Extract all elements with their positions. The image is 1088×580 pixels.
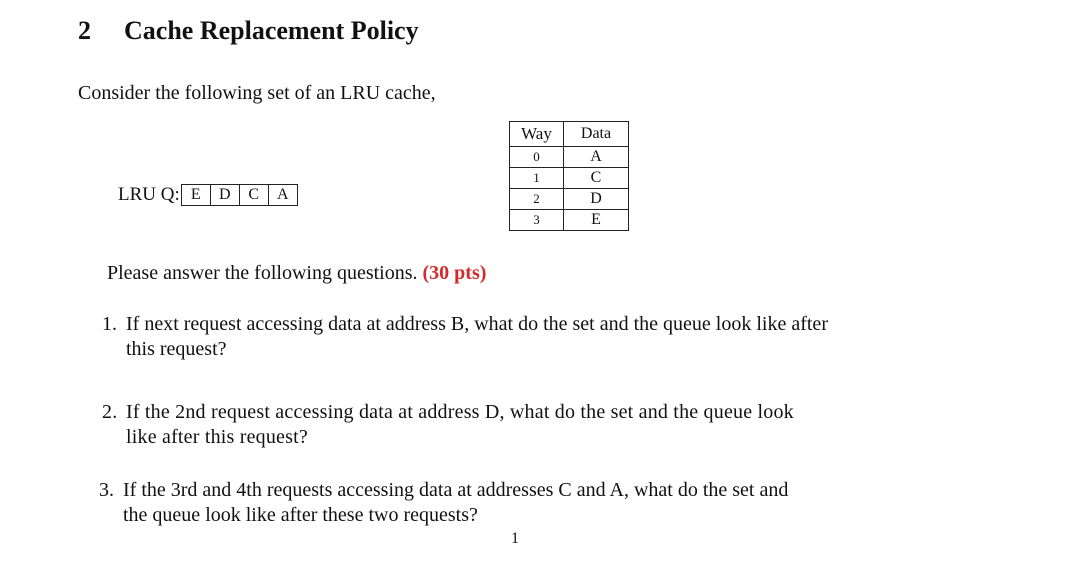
lru-queue-label: LRU Q: (118, 184, 180, 205)
section-number: 2 (78, 16, 91, 45)
prompt-text: Please answer the following questions. (107, 262, 418, 284)
question-text: If the 2nd request accessing data at address D, what do the set and the queue look (126, 401, 794, 423)
question-3 (99, 478, 788, 528)
data-cell: A (564, 147, 629, 168)
way-cell: 2 (510, 189, 564, 210)
question-text-continued: this request? (126, 338, 227, 360)
lru-queue (118, 184, 298, 206)
question-number: 3. (99, 479, 114, 501)
way-cell: 3 (510, 210, 564, 231)
way-header: Way (510, 122, 564, 147)
data-cell: D (564, 189, 629, 210)
table-row (510, 210, 629, 231)
question-text-continued: the queue look like after these two requests? (123, 504, 478, 526)
question-number: 1. (102, 313, 117, 335)
table-row (510, 168, 629, 189)
queue-cell: A (276, 186, 289, 203)
points-label: (30 pts) (422, 262, 487, 284)
questions-prompt (107, 262, 486, 285)
way-cell: 1 (510, 168, 564, 189)
lru-queue-cells (181, 184, 298, 206)
queue-cell: C (240, 185, 269, 205)
section-heading (78, 16, 419, 46)
question-text: If next request accessing data at address B, what do the set and the queue look like after (126, 313, 828, 335)
data-cell: C (564, 168, 629, 189)
intro-text: Consider the following set of an LRU cache, (78, 82, 436, 104)
question-text-continued: like after this request? (126, 426, 308, 448)
queue-cell: E (182, 185, 211, 205)
question-text: If the 3rd and 4th requests accessing data at addresses C and A, what do the set and (123, 479, 789, 501)
section-title: Cache Replacement Policy (124, 16, 419, 45)
cache-set-table (509, 121, 629, 231)
question-2 (102, 400, 794, 450)
question-number: 2. (102, 401, 118, 423)
table-row (510, 147, 629, 168)
question-1 (102, 312, 828, 362)
table-row (510, 189, 629, 210)
queue-cell: D (211, 185, 240, 205)
data-cell: E (564, 210, 629, 231)
table-header-row (510, 122, 629, 147)
page-number: 1 (511, 530, 519, 547)
data-header: Data (564, 122, 629, 147)
way-cell: 0 (510, 147, 564, 168)
